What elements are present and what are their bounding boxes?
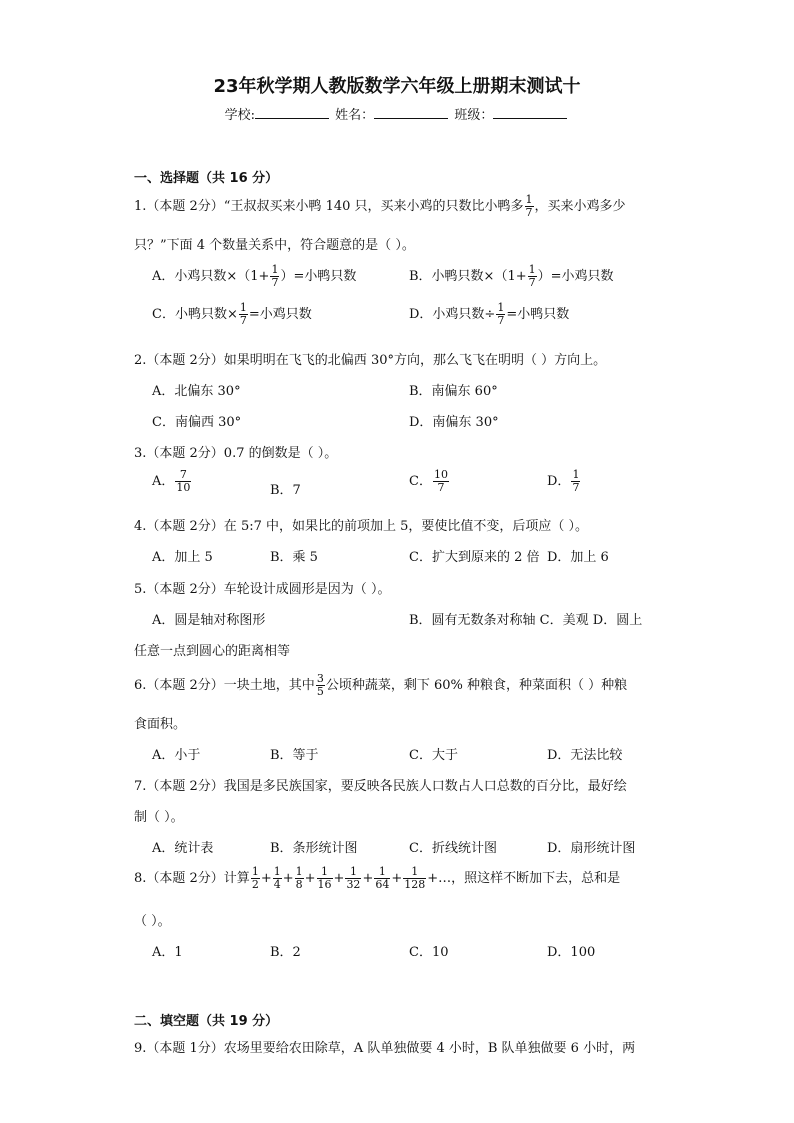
q7-option-b[interactable]: B．条形统计图 [270, 841, 358, 856]
q8-option-c[interactable]: C．10 [409, 945, 449, 960]
question-9-line-1: 9.（本题 1分）农场里要给农田除草，A 队单独做要 4 小时，B 队单独做要 6 小时，两 [134, 1041, 636, 1056]
class-label: 班级： [454, 108, 494, 123]
q6-option-d[interactable]: D．无法比较 [547, 748, 623, 763]
page-title: 23年秋学期人教版数学六年级上册期末测试十 [213, 76, 581, 97]
school-blank[interactable] [255, 106, 329, 119]
q2-option-c[interactable]: C．南偏西 30° [152, 415, 242, 430]
q8-option-d[interactable]: D．100 [547, 945, 596, 960]
section-1-heading: 一、选择题（共 16 分） [134, 171, 279, 186]
q1-option-d[interactable]: D．小鸡只数÷ $\frac{1}{7}$ =小鸭只数 [409, 301, 570, 327]
q6-option-b[interactable]: B．等于 [270, 748, 319, 763]
question-1-line-2: 只？”下面 4 个数量关系中，符合题意的是（ ）。 [134, 238, 415, 253]
q1-stem-a: 1.（本题 2分）“王叔叔买来小鸭 140 只，买来小鸡的只数比小鸭多 [134, 199, 524, 214]
q6-fraction: $\frac{3}{5}$ [316, 672, 324, 698]
question-1-line-1 [134, 194, 626, 219]
question-3: 3.（本题 2分）0.7 的倒数是（ ）。 [134, 446, 338, 461]
q5-option-d-continued: 任意一点到圆心的距离相等 [134, 644, 291, 659]
q7-option-c[interactable]: C．折线统计图 [409, 841, 497, 856]
q6-option-a[interactable]: A．小于 [152, 748, 201, 763]
q3-option-a[interactable]: A． $\frac{7}{10}$ [152, 468, 191, 494]
section-2-heading: 二、填空题（共 19 分） [134, 1014, 279, 1029]
question-7-line-1: 7.（本题 2分）我国是多民族国家，要反映各民族人口数占人口总数的百分比，最好绘 [134, 779, 627, 794]
q1-fraction: $\frac{1}{7}$ [525, 193, 533, 219]
question-7-line-2: 制（ ）。 [134, 810, 184, 825]
name-blank[interactable] [374, 106, 448, 119]
q1-option-a[interactable]: A．小鸡只数×（1+ $\frac{1}{7}$ ）=小鸭只数 [152, 263, 357, 289]
question-4: 4.（本题 2分）在 5:7 中，如果比的前项加上 5，要使比值不变，后项应（ ）。 [134, 519, 589, 534]
q1-option-b[interactable]: B．小鸭只数×（1+ $\frac{1}{7}$ ）=小鸡只数 [409, 263, 614, 289]
q7-option-d[interactable]: D．扇形统计图 [547, 841, 636, 856]
q1-stem-b: ，买来小鸡多少 [534, 199, 626, 214]
q6-option-c[interactable]: C．大于 [409, 748, 458, 763]
q2-option-d[interactable]: D．南偏东 30° [409, 415, 499, 430]
q3-option-d[interactable]: D． $\frac{1}{7}$ [547, 468, 580, 494]
q5-option-a[interactable]: A．圆是轴对称图形 [152, 613, 266, 628]
q2-option-b[interactable]: B．南偏东 60° [409, 384, 498, 399]
question-2: 2.（本题 2分）如果明明在飞飞的北偏西 30°方向，那么飞飞在明明（ ）方向上。 [134, 353, 607, 368]
class-blank[interactable] [493, 106, 567, 119]
q7-option-a[interactable]: A．统计表 [152, 841, 214, 856]
q8-option-b[interactable]: B．2 [270, 945, 301, 960]
q3-option-c[interactable]: C． $\frac{10}{7}$ [409, 468, 448, 494]
q5-option-bcd[interactable]: B．圆有无数条对称轴 C．美观 D．圆上 [409, 613, 643, 628]
question-6-line-1: 6.（本题 2分）一块土地，其中 $\frac{3}{5}$ 公顷种蔬菜，剩下 60% 种粮食，种菜面积（ ）种粮 [134, 672, 628, 698]
q4-option-c[interactable]: C．扩大到原来的 2 倍 [409, 550, 540, 565]
q3-option-b[interactable]: B．7 [270, 483, 301, 498]
name-label: 姓名： [335, 108, 375, 123]
q4-option-d[interactable]: D．加上 6 [547, 550, 609, 565]
question-8-line-2: （ ）。 [134, 914, 171, 929]
student-info-line [0, 104, 794, 123]
q4-option-b[interactable]: B．乘 5 [270, 550, 318, 565]
question-5: 5.（本题 2分）车轮设计成圆形是因为（ ）。 [134, 582, 391, 597]
q8-option-a[interactable]: A．1 [152, 945, 183, 960]
q2-option-a[interactable]: A．北偏东 30° [152, 384, 241, 399]
school-label: 学校: [224, 108, 256, 123]
q1-option-c[interactable]: C．小鸭只数× $\frac{1}{7}$ =小鸡只数 [152, 301, 312, 327]
question-8-line-1: 8.（本题 2分）计算 $\frac{1}{2}$ + $\frac{1}{4}$ + $\frac{1}{8}$ + $\frac{1}{16}$ + $\frac{1}{32}$ + $\frac{1}{64}$ + $\frac{1}{128}$ +…，照这样不断加下去，总和是 [134, 865, 621, 891]
question-6-line-2: 食面积。 [134, 717, 187, 732]
q4-option-a[interactable]: A．加上 5 [152, 550, 213, 565]
